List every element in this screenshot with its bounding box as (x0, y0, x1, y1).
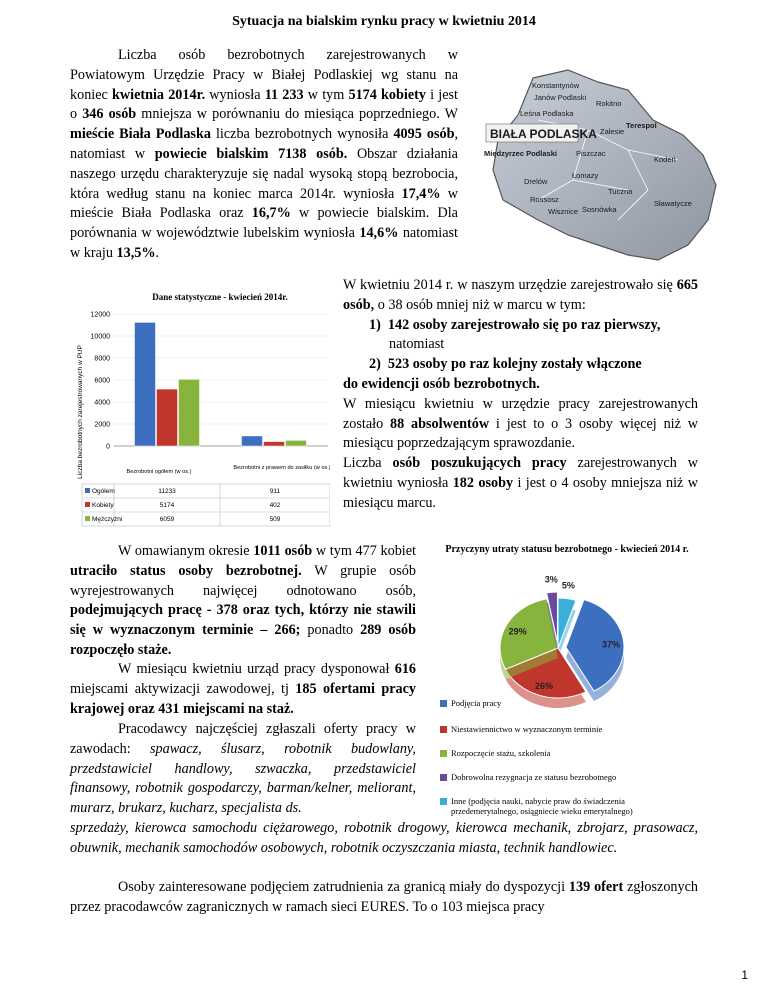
page-number: 1 (741, 968, 748, 982)
y-tick-label: 10000 (90, 333, 110, 341)
pie-chart (440, 540, 694, 840)
bar-ogółem (242, 436, 263, 446)
legend-label: Rozpoczęcie stażu, szkolenia (451, 748, 551, 758)
pie-label: 3% (544, 574, 558, 585)
map-town: Drelów (524, 177, 548, 186)
pie-legend-item (440, 772, 616, 782)
map-town: Terespol (626, 121, 657, 130)
legend-label: Podjęcia pracy (451, 698, 502, 708)
table-cell: 11233 (158, 488, 176, 495)
table-cell: 5174 (159, 502, 175, 509)
map-town: Leśna Podlaska (520, 109, 574, 118)
map-town: Międzyrzec Podlaski (484, 149, 557, 158)
page-title: Sytuacja na bialskim rynku pracy w kwietniu 2014 (232, 14, 536, 29)
bar-category-label: Bezrobotni z prawem do zasiłku (w os.) (233, 465, 330, 471)
map-town: Rokitno (596, 99, 622, 108)
professions-paragraph: Pracodawcy najczęściej zgłaszali oferty pracy w zawodach: spawacz, ślusarz, robotnik budowlany, przedstawiciel handlowy, szwaczka, przedstawiciel finansowy, robotnik gospodarczy, barman/kelner, meliorant, murarz, brukarz, kucharz, specjalista ds. (70, 721, 416, 817)
offers-paragraph: W miesiącu kwietniu urząd pracy dysponował 616 miejscami aktywizacji zawodowej, tj 185 ofertami pracy krajowej oraz 431 miejscami na staż. (70, 661, 416, 717)
y-tick-label: 4000 (94, 399, 110, 407)
bar-category-label: Bezrobotni ogółem (w os.) (126, 469, 192, 475)
map-town: Zalesie (600, 127, 625, 136)
bar-chart-title: Dane statystyczne - kwiecień 2014r. (152, 292, 288, 302)
map-town: Konstantynów (532, 81, 580, 90)
legend-swatch (440, 798, 447, 805)
legend-label: Inne (podjęcia nauki, nabycie praw do świadczenia przedemerytalnego, osiągniecie wieku emerytalnego) (451, 796, 633, 816)
table-cell: 911 (269, 488, 281, 495)
bar-kobiety (264, 442, 285, 446)
map-city-label: BIAŁA PODLASKA (490, 127, 597, 141)
legend-label: Niestawiennictwo w wyznaczonym terminie (451, 724, 603, 734)
map-town: Sosnówka (582, 205, 617, 214)
map-town: Janów Podlaski (534, 93, 587, 102)
map-town: Łomazy (572, 171, 599, 180)
map-town: Kodeń (654, 155, 676, 164)
map-town: Tuczna (608, 187, 633, 196)
y-tick-label: 12000 (90, 311, 110, 319)
legend-label: Dobrowolna rezygnacja ze statusu bezrobotnego (451, 772, 617, 782)
legend-swatch (440, 726, 447, 733)
y-tick-label: 2000 (94, 421, 110, 429)
pie-chart-title: Przyczyny utraty statusu bezrobotnego - kwiecień 2014 r. (445, 544, 689, 555)
bar-mężczyźni (286, 440, 307, 446)
legend-swatch (440, 700, 447, 707)
y-tick-label: 6000 (94, 377, 110, 385)
pie-label: 26% (535, 681, 554, 692)
registration-paragraph: W kwietniu 2014 r. w naszym urzędzie zarejestrowało się 665 osób, o 38 osób mniej niż w marcu w tym: 1) 142 osoby zarejestrowało się po raz pierwszy, natomiast 2) 523 osoby po raz kolejny zostały włączone do ewidencji osób bezrobotnych. W miesiącu kwietniu w urzędzie pracy zarejestrowanych zostało 88 absolwentów i jest to o 3 osoby więcej niż w miesiącu poprzedzającym sprawozdanie. Liczba osób poszukujących pracy zarejestrowanych w kwietniu wyniosła 182 osoby i jest o 4 osoby mniejsza niż w miesiącu marcu. (343, 277, 698, 511)
pie-label: 5% (561, 580, 575, 591)
professions-continued: sprzedaży, kierowca samochodu ciężarowego, robotnik drogowy, kierowca mechanik, zbrojarz, prasowacz, obuwnik, mechanik samochodów osobowych, robotnik oczyszczania miasta, technik handlowiec. (70, 820, 698, 856)
pie-legend-item (440, 748, 550, 758)
table-row-label: Ogółem (92, 488, 115, 495)
bar-chart (70, 280, 330, 530)
pie-label: 37% (601, 639, 621, 650)
pie-label: 29% (508, 626, 527, 637)
district-map (478, 60, 728, 270)
map-town: Rossosz (530, 195, 559, 204)
table-row-label: Mężczyźni (92, 516, 123, 523)
table-row-label: Kobiety (92, 502, 114, 509)
map-town: Sławatycze (654, 199, 692, 208)
bar-ogółem (135, 322, 156, 446)
y-tick-label: 8000 (94, 355, 110, 363)
legend-swatch (440, 750, 447, 757)
bar-kobiety (157, 389, 178, 446)
table-cell: 509 (269, 516, 281, 523)
legend-swatch (440, 774, 447, 781)
intro-paragraph: Liczba osób bezrobotnych zarejestrowanych w Powiatowym Urzędzie Pracy w Białej Podlaskiej wg stanu na koniec kwietnia 2014r. wyniosła 11 233 w tym 5174 kobiety i jest o 346 osób mniejsza w porównaniu do miesiąca poprzedniego. W mieście Biała Podlaska liczba bezrobotnych wynosiła 4095 osób, natomiast w powiecie bialskim 7138 osób. Obszar działania naszego urzędu charakteryzuje się nadal wysoką stopą bezrobocia, która według stanu na koniec marca 2014r. wyniosła 17,4% w mieście Biała Podlaska oraz 16,7% w powiecie bialskim. Dla porównania w województwie lubelskim wyniosła 14,6% natomiast w kraju 13,5%. (70, 47, 459, 261)
y-tick-label: 0 (106, 443, 110, 451)
pie-legend-item (440, 724, 602, 734)
table-cell: 6059 (159, 516, 175, 523)
table-cell: 402 (269, 502, 281, 509)
eures-paragraph: Osoby zainteresowane podjęciem zatrudnienia za granicą miały do dyspozycji 139 ofert zgłoszonych przez pracodawców zagranicznych w ramach sieci EURES. To o 103 miejsca pracy (70, 879, 698, 915)
bar-mężczyźni (179, 379, 200, 446)
pie-legend-item (440, 796, 694, 816)
pie-legend-item (440, 698, 501, 708)
map-town: Wisznice (548, 207, 579, 216)
bar-chart-ylabel: Liczba bezrobotnych zarejestrowanych w PUP (77, 345, 84, 479)
map-town: Piszczac (576, 149, 606, 158)
deregistration-paragraph: W omawianym okresie 1011 osób w tym 477 kobiet utraciło status osoby bezrobotnej. W grupie osób wyrejestrowanych najwięcej odnotowano osób, podejmujących pracę - 378 oraz tych, którzy nie stawili się w wyznaczonym terminie – 266; ponadto 289 osób rozpoczęło staże. (70, 543, 416, 658)
